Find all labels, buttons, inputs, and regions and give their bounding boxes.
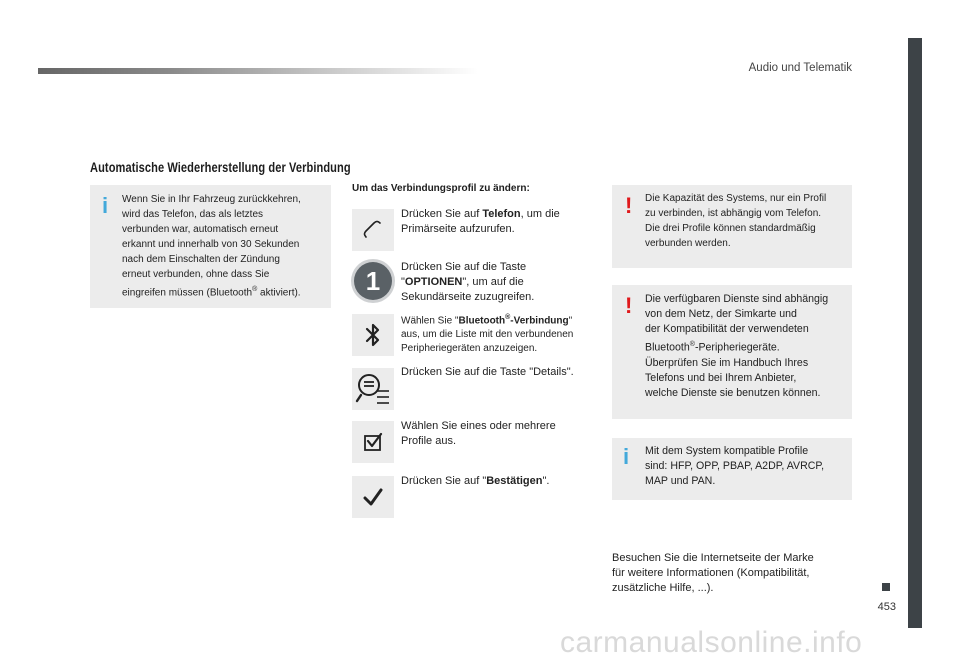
warning-line: welche Dienste sie benutzen können.: [645, 386, 821, 399]
step-text-part: ", um auf die: [462, 276, 524, 288]
page-number: 453: [877, 601, 896, 613]
step-text: [401, 207, 601, 237]
warning-box-services: [612, 285, 852, 419]
warning-line: Die drei Profile können standardmäßig: [645, 223, 816, 234]
info-box-text: [645, 444, 850, 489]
warning-line: Die verfügbaren Dienste sind abhängig: [645, 293, 829, 305]
step-text-part: Primärseite aufzurufen.: [401, 223, 515, 235]
warning-icon: !: [625, 193, 633, 218]
info-line: nach dem Einschalten der Zündung: [122, 254, 280, 265]
registered-mark: ®: [505, 314, 511, 321]
info-line: [122, 282, 327, 300]
info-box-profiles: [612, 438, 852, 500]
info-text: eingreifen müssen (Bluetooth: [122, 287, 253, 299]
info-line: erkannt und innerhalb von 30 Sekunden: [122, 239, 300, 250]
warning-line: der Kompatibilität der verwendeten: [645, 323, 809, 335]
step-text-part: aus, um die Liste mit den verbundenen: [401, 329, 574, 341]
warning-line: zu verbinden, ist abhängig vom Telefon.: [645, 208, 822, 219]
step-text-part: Profile aus.: [401, 435, 457, 447]
warning-box-profile-capacity: [612, 185, 852, 268]
details-icon: [355, 371, 391, 407]
website-note: [612, 551, 852, 596]
warning-line: [645, 337, 850, 356]
note-line: zusätzliche Hilfe, ...).: [612, 582, 714, 594]
info-line: verbunden war, automatisch erneut: [122, 224, 279, 235]
info-line: Mit dem System kompatible Profile: [645, 445, 809, 457]
step-number-icon: [351, 259, 395, 303]
chapter-sidebar-tab: [908, 38, 922, 628]
step-confirm-icon-box: [352, 476, 394, 518]
bluetooth-icon: [362, 320, 384, 350]
step-text-part: Sekundärseite zuzugreifen.: [401, 291, 535, 303]
step-text-part: Drücken Sie auf die Taste: [401, 261, 527, 273]
registered-mark: ®: [252, 286, 258, 293]
warning-line: von dem Netz, der Simkarte und: [645, 308, 797, 320]
info-icon: i: [623, 444, 630, 469]
step-keyword: -Verbindung: [510, 315, 569, 327]
step-text-part: Drücken Sie auf die Taste "Details".: [401, 366, 574, 378]
step-keyword: Bluetooth: [458, 315, 506, 327]
warning-line: verbunden werden.: [645, 238, 731, 249]
step-number-label: 1: [354, 262, 392, 300]
warning-icon: !: [625, 293, 633, 318]
page-marker: [882, 583, 890, 591]
step-text-part: ": [401, 276, 405, 288]
step-text-part: , um die: [520, 208, 560, 220]
step-text-part: Peripheriegeräten anzuzeigen.: [401, 343, 538, 355]
step-text: [401, 260, 601, 305]
info-text: aktiviert).: [257, 287, 301, 299]
chapter-title: Audio und Telematik: [748, 62, 852, 74]
registered-mark: ®: [689, 341, 695, 348]
step-text-part: Drücken Sie auf ": [401, 475, 487, 487]
info-line: MAP und PAN.: [645, 475, 716, 487]
watermark: carmanualsonline.info: [560, 626, 863, 659]
info-box-text: [122, 192, 327, 300]
warning-text: [645, 292, 850, 401]
step-keyword: OPTIONEN: [404, 276, 463, 288]
checkbox-list-icon: [362, 431, 384, 453]
step-bluetooth-icon-box: [352, 314, 394, 356]
section-title: Automatische Wiederherstellung der Verbindung: [90, 160, 351, 175]
info-box-reconnect: [90, 185, 331, 308]
header-gradient-bar: [38, 68, 478, 74]
info-line: Wenn Sie in Ihr Fahrzeug zurückkehren,: [122, 194, 301, 205]
step-keyword: Telefon: [482, 208, 521, 220]
info-icon: i: [102, 193, 109, 218]
checkmark-icon: [362, 486, 384, 508]
step-text: [401, 474, 601, 489]
step-text: [401, 419, 601, 449]
warning-text-part: -Peripheriegeräte.: [694, 341, 780, 354]
info-line: erneut verbunden, ohne dass Sie: [122, 269, 270, 280]
warning-text: [645, 191, 849, 251]
step-keyword: Bestätigen: [486, 475, 543, 487]
step-text-part: ".: [542, 475, 550, 487]
warning-text-part: Bluetooth: [645, 341, 690, 354]
note-line: für weitere Informationen (Kompatibilität,: [612, 567, 810, 579]
info-line: sind: HFP, OPP, PBAP, A2DP, AVRCP,: [645, 460, 825, 472]
step-text-part: Wählen Sie ": [401, 315, 459, 327]
step-text: [401, 311, 601, 356]
step-select-icon-box: [352, 421, 394, 463]
procedure-title: Um das Verbindungsprofil zu ändern:: [352, 183, 530, 194]
warning-line: Überprüfen Sie im Handbuch Ihres: [645, 356, 809, 369]
step-text: [401, 365, 601, 380]
note-line: Besuchen Sie die Internetseite der Marke: [612, 552, 814, 564]
step-text-part: ": [568, 315, 573, 327]
warning-line: Telefons und bei Ihrem Anbieter,: [645, 371, 797, 384]
info-line: wird das Telefon, das als letztes: [122, 209, 264, 220]
step-details-icon-box: [352, 368, 394, 410]
warning-line: Die Kapazität des Systems, nur ein Profil: [645, 193, 827, 204]
step-text-part: Drücken Sie auf: [401, 208, 483, 220]
step-phone-icon-box: [352, 209, 394, 251]
phone-handset-icon: [361, 218, 385, 242]
step-text-part: Wählen Sie eines oder mehrere: [401, 420, 556, 432]
